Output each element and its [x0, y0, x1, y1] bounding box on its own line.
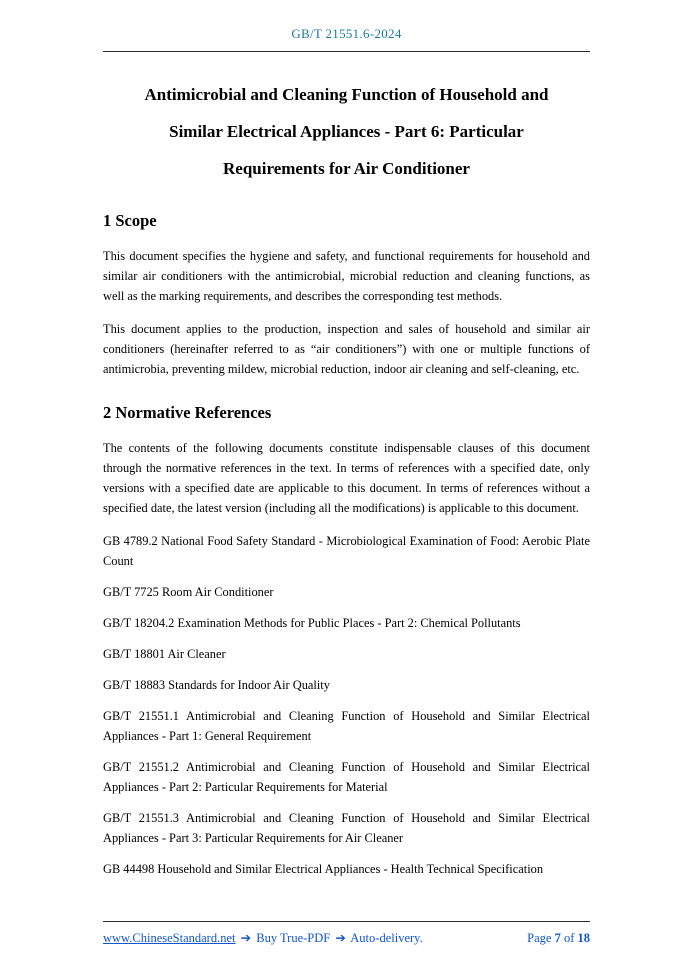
reference-item: GB 4789.2 National Food Safety Standard - Microbiological Examination of Food: Aerobic Plate Count — [103, 534, 590, 568]
reference-item: GB/T 21551.2 Antimicrobial and Cleaning Function of Household and Similar Electrical Appliances - Part 2: Particular Requirements for Material — [103, 760, 590, 794]
document-title — [103, 76, 590, 187]
right-arrow-icon: ➔ — [240, 931, 252, 945]
right-arrow-icon: ➔ — [335, 931, 346, 945]
page-total: 18 — [577, 931, 590, 945]
section-heading-scope: 1 Scope — [103, 211, 157, 230]
footer-promo — [103, 930, 423, 946]
document-content — [0, 76, 693, 879]
page-current: 7 — [554, 931, 561, 945]
page-label: Page — [527, 931, 552, 945]
doc-number: GB/T 21551.6-2024 — [291, 26, 402, 41]
website-link[interactable]: www.ChineseStandard.net — [103, 931, 236, 945]
title-line: Similar Electrical Appliances - Part 6: Particular — [169, 122, 524, 141]
title-line: Requirements for Air Conditioner — [223, 159, 470, 178]
reference-item: GB/T 21551.1 Antimicrobial and Cleaning Function of Household and Similar Electrical Appliances - Part 1: General Requirement — [103, 709, 590, 743]
reference-item: GB/T 7725 Room Air Conditioner — [103, 585, 274, 599]
reference-item: GB/T 18204.2 Examination Methods for Public Places - Part 2: Chemical Pollutants — [103, 616, 521, 630]
footer-delivery-text: Auto-delivery. — [350, 931, 423, 945]
title-line: Antimicrobial and Cleaning Function of Household and — [144, 85, 549, 104]
reference-item: GB/T 18883 Standards for Indoor Air Quality — [103, 678, 330, 692]
footer-buy-text: Buy True-PDF — [256, 931, 331, 945]
page-indicator — [527, 931, 590, 946]
section-heading-normative-references: 2 Normative References — [103, 403, 272, 422]
reference-item: GB/T 21551.3 Antimicrobial and Cleaning Function of Household and Similar Electrical Appliances - Part 3: Particular Requirements for Air Cleaner — [103, 811, 590, 845]
reference-item: GB/T 18801 Air Cleaner — [103, 647, 226, 661]
of-label: of — [563, 931, 575, 945]
paragraph-scope-2: This document applies to the production, inspection and sales of household and similar air conditioners (hereinafter referred to as “air conditioners”) with one or multiple functions of antimicrobia, preventing mildew, microbial reduction, indoor air cleaning and self-cleaning, etc. — [103, 322, 590, 376]
paragraph-scope-1: This document specifies the hygiene and safety, and functional requirements for household and similar air conditioners with the antimicrobial, microbial reduction and cleaning functions, as well as the marking requirements, and describes the corresponding test methods. — [103, 249, 590, 303]
page-header — [0, 0, 693, 52]
header-rule — [103, 51, 590, 52]
page-footer — [103, 921, 590, 946]
reference-item: GB 44498 Household and Similar Electrical Appliances - Health Technical Specification — [103, 862, 544, 876]
paragraph-normative-intro: The contents of the following documents constitute indispensable clauses of this document through the normative references in the text. In terms of references with a specified date, only versions with a specified date are applicable to this document. In terms of references without a specified date, the latest version (including all the modifications) is applicable to this document. — [103, 441, 590, 515]
